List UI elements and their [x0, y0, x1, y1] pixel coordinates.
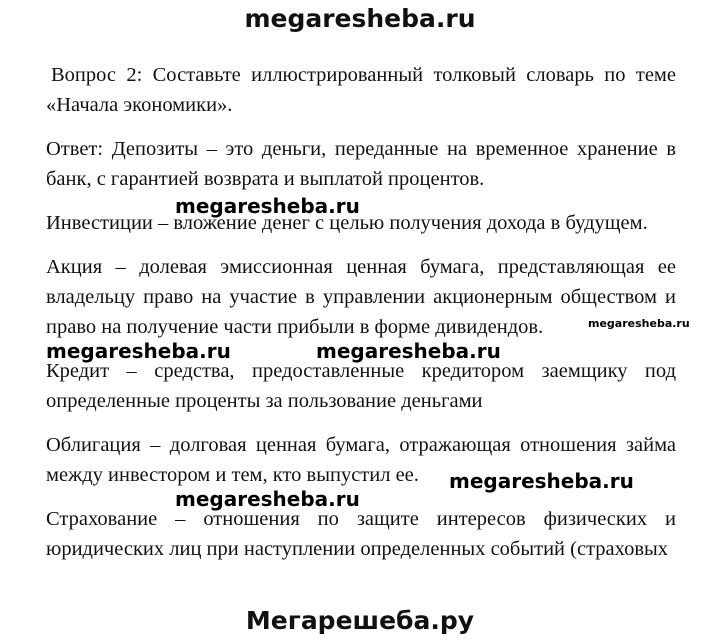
document-body [46, 60, 676, 578]
definition-insurance: Страхование – отношения по защите интересов физических и юридических лиц при наступлении определенных событий (страховых [46, 508, 676, 560]
site-header: megaresheba.ru [244, 4, 476, 33]
watermark: megaresheba.ru [316, 339, 501, 363]
definition-credit: Кредит – средства, предоставленные кредитором заемщику под определенные проценты за пользование деньгами [46, 360, 676, 412]
watermark: megaresheba.ru [175, 487, 360, 511]
watermark: megaresheba.ru [588, 317, 690, 330]
definition-bond: Облигация – долговая ценная бумага, отражающая отношения займа между инвестором и тем, кто выпустил ее. [46, 434, 676, 486]
answer-deposits: Ответ: Депозиты – это деньги, переданные на временное хранение в банк, с гарантией возврата и выплатой процентов. [46, 138, 676, 190]
definition-share: Акция – долевая эмиссионная ценная бумага, представляющая ее владельцу право на участие в управлении акционерным обществом и право на получение части прибыли в форме дивидендов. [46, 256, 676, 338]
watermark: megaresheba.ru [175, 194, 360, 218]
watermark: megaresheba.ru [46, 339, 231, 363]
watermark: megaresheba.ru [449, 469, 634, 493]
site-footer: Мегарешеба.ру [245, 606, 475, 635]
definition-investments: Инвестиции – вложение денег с целью получения дохода в будущем. [46, 212, 648, 234]
question-text: Вопрос 2: Составьте иллюстрированный толковый словарь по теме «Начала экономики». [46, 64, 676, 116]
